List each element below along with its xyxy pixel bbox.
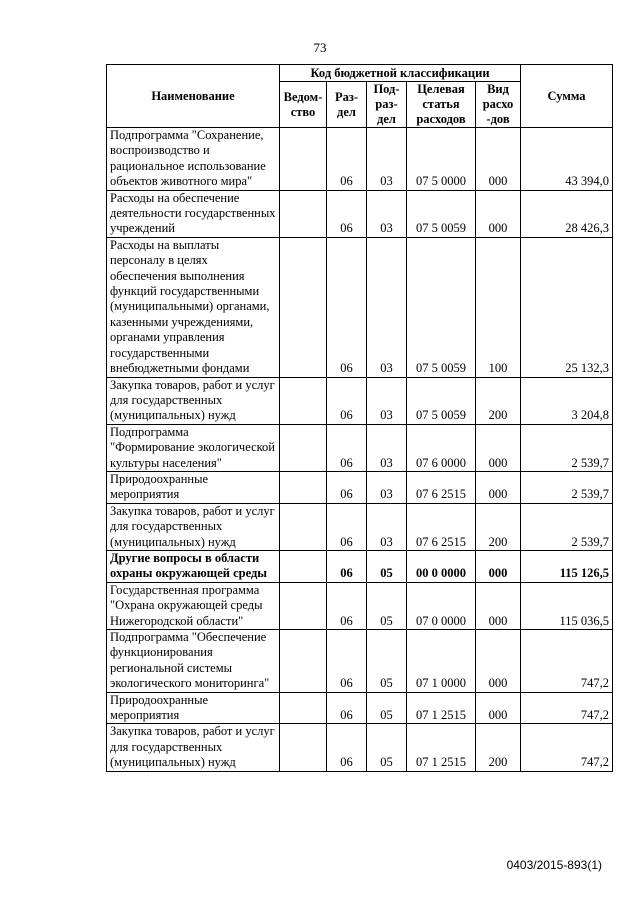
table-row [107, 237, 613, 377]
table-row [107, 471, 613, 503]
page-number: 73 [313, 40, 327, 55]
header-name: Наименование [107, 65, 280, 128]
cell-summa: 115 036,5 [521, 582, 613, 629]
cell-summa: 2 539,7 [521, 503, 613, 550]
cell-vid: 200 [476, 377, 521, 424]
cell-name: Расходы на выплаты персоналу в целях обеспечения выполнения функций государственными (муниципальными) органами, казенными учреждениями, органами управления государственными внебюджетными фондами [107, 237, 280, 377]
cell-summa: 43 394,0 [521, 128, 613, 191]
cell-name: Другие вопросы в области охраны окружающей среды [107, 550, 280, 582]
cell-tselevaya: 07 6 2515 [407, 503, 476, 550]
cell-summa: 2 539,7 [521, 471, 613, 503]
cell-vid: 000 [476, 190, 521, 237]
cell-razdel: 06 [327, 550, 367, 582]
header-vedomstvo: Ведом-ство [280, 82, 327, 128]
cell-tselevaya: 07 5 0000 [407, 128, 476, 191]
cell-tselevaya: 00 0 0000 [407, 550, 476, 582]
cell-tselevaya: 07 5 0059 [407, 237, 476, 377]
cell-podrazdel: 05 [367, 630, 407, 693]
cell-summa: 3 204,8 [521, 377, 613, 424]
cell-vedomstvo [280, 724, 327, 771]
cell-vedomstvo [280, 424, 327, 471]
cell-podrazdel: 03 [367, 128, 407, 191]
cell-razdel: 06 [327, 190, 367, 237]
cell-razdel: 06 [327, 424, 367, 471]
cell-razdel: 06 [327, 724, 367, 771]
cell-summa: 747,2 [521, 630, 613, 693]
cell-podrazdel: 05 [367, 550, 407, 582]
cell-name: Закупка товаров, работ и услуг для государственных (муниципальных) нужд [107, 724, 280, 771]
cell-podrazdel: 03 [367, 471, 407, 503]
cell-podrazdel: 03 [367, 424, 407, 471]
header-row-1 [107, 65, 613, 82]
cell-razdel: 06 [327, 237, 367, 377]
cell-podrazdel: 03 [367, 377, 407, 424]
cell-summa: 747,2 [521, 724, 613, 771]
cell-summa: 115 126,5 [521, 550, 613, 582]
table-row [107, 630, 613, 693]
cell-summa: 28 426,3 [521, 190, 613, 237]
cell-razdel: 06 [327, 377, 367, 424]
cell-podrazdel: 05 [367, 582, 407, 629]
cell-razdel: 06 [327, 128, 367, 191]
cell-razdel: 06 [327, 503, 367, 550]
table-row [107, 503, 613, 550]
cell-vedomstvo [280, 471, 327, 503]
cell-razdel: 06 [327, 692, 367, 724]
cell-tselevaya: 07 6 0000 [407, 424, 476, 471]
cell-podrazdel: 03 [367, 503, 407, 550]
cell-podrazdel: 05 [367, 724, 407, 771]
header-summa: Сумма [521, 65, 613, 128]
cell-vid: 000 [476, 582, 521, 629]
cell-name: Природоохранные мероприятия [107, 692, 280, 724]
cell-vedomstvo [280, 377, 327, 424]
cell-summa: 25 132,3 [521, 237, 613, 377]
cell-tselevaya: 07 5 0059 [407, 190, 476, 237]
cell-vid: 100 [476, 237, 521, 377]
cell-tselevaya: 07 1 2515 [407, 724, 476, 771]
header-podrazdel: Под-раз-дел [367, 82, 407, 128]
cell-vedomstvo [280, 582, 327, 629]
cell-vid: 200 [476, 724, 521, 771]
header-classification-group: Код бюджетной классификации [280, 65, 521, 82]
budget-table [106, 64, 613, 772]
table-row [107, 550, 613, 582]
footer-document-code: 0403/2015-893(1) [506, 858, 602, 872]
cell-vedomstvo [280, 503, 327, 550]
header-vid: Вид расхо -дов [476, 82, 521, 128]
header-razdel: Раз-дел [327, 82, 367, 128]
cell-vedomstvo [280, 692, 327, 724]
table-row [107, 424, 613, 471]
cell-vid: 000 [476, 692, 521, 724]
cell-name: Расходы на обеспечение деятельности государственных учреждений [107, 190, 280, 237]
cell-tselevaya: 07 6 2515 [407, 471, 476, 503]
cell-vid: 200 [476, 503, 521, 550]
cell-vid: 000 [476, 471, 521, 503]
cell-podrazdel: 05 [367, 692, 407, 724]
cell-summa: 747,2 [521, 692, 613, 724]
cell-name: Государственная программа "Охрана окружающей среды Нижегородской области" [107, 582, 280, 629]
cell-vid: 000 [476, 424, 521, 471]
table-row [107, 377, 613, 424]
cell-vedomstvo [280, 237, 327, 377]
cell-razdel: 06 [327, 471, 367, 503]
cell-vid: 000 [476, 630, 521, 693]
cell-tselevaya: 07 1 0000 [407, 630, 476, 693]
table-row [107, 128, 613, 191]
cell-name: Закупка товаров, работ и услуг для государственных (муниципальных) нужд [107, 503, 280, 550]
cell-razdel: 06 [327, 582, 367, 629]
cell-name: Природоохранные мероприятия [107, 471, 280, 503]
cell-vid: 000 [476, 550, 521, 582]
table-row [107, 190, 613, 237]
cell-razdel: 06 [327, 630, 367, 693]
cell-summa: 2 539,7 [521, 424, 613, 471]
cell-vedomstvo [280, 630, 327, 693]
cell-name: Подпрограмма "Формирование экологической культуры населения" [107, 424, 280, 471]
cell-tselevaya: 07 0 0000 [407, 582, 476, 629]
cell-vid: 000 [476, 128, 521, 191]
cell-tselevaya: 07 5 0059 [407, 377, 476, 424]
cell-tselevaya: 07 1 2515 [407, 692, 476, 724]
cell-podrazdel: 03 [367, 190, 407, 237]
cell-name: Подпрограмма "Обеспечение функционирования региональной системы экологического мониторинга" [107, 630, 280, 693]
cell-name: Подпрограмма "Сохранение, воспроизводство и рациональное использование объектов животного мира" [107, 128, 280, 191]
cell-name: Закупка товаров, работ и услуг для государственных (муниципальных) нужд [107, 377, 280, 424]
cell-podrazdel: 03 [367, 237, 407, 377]
cell-vedomstvo [280, 190, 327, 237]
table-row [107, 582, 613, 629]
cell-vedomstvo [280, 128, 327, 191]
cell-vedomstvo [280, 550, 327, 582]
table-row [107, 724, 613, 771]
table-row [107, 692, 613, 724]
header-tselevaya: Целевая статья расходов [407, 82, 476, 128]
table-body [107, 128, 613, 772]
